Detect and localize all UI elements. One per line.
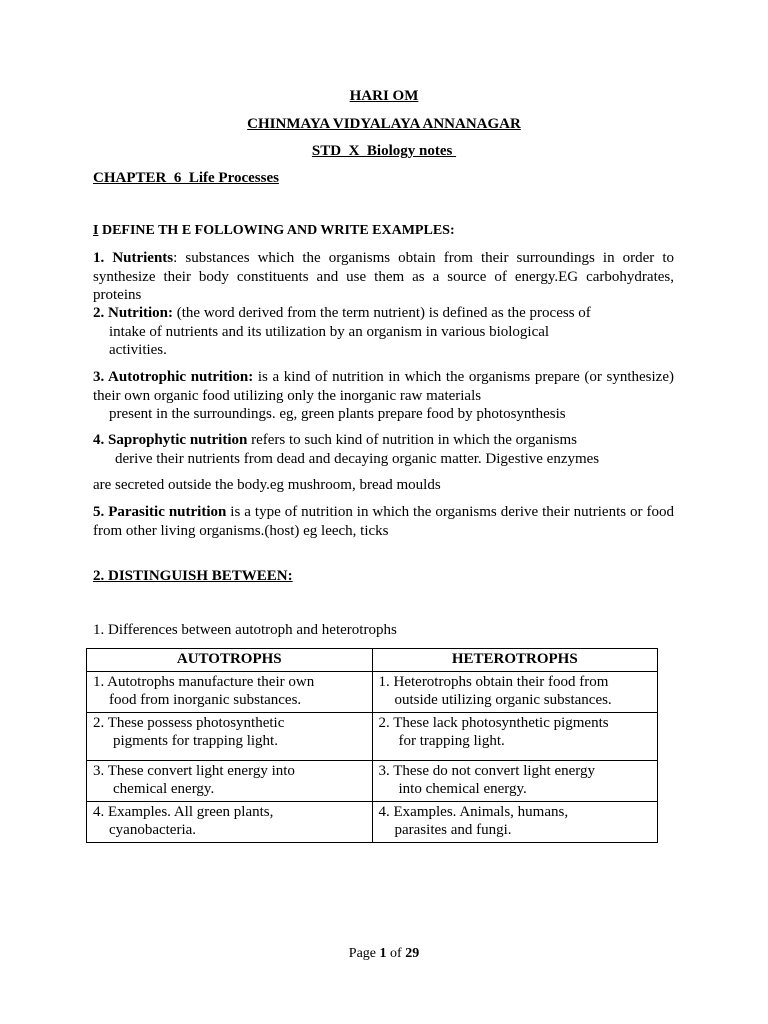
header-heterotrophs: HETEROTROPHS <box>372 649 658 672</box>
def-autotrophic-2: present in the surroundings. eg, green plants prepare food by photosynthesis <box>109 406 566 422</box>
cell-line: for trapping light. <box>398 733 505 749</box>
page-prefix: Page <box>348 946 380 961</box>
definition-nutrients <box>93 249 674 305</box>
table-cell <box>87 802 373 843</box>
table-caption: 1. Differences between autotroph and heterotrophs <box>93 622 397 638</box>
table-cell <box>87 761 373 802</box>
chapter-title <box>93 170 279 187</box>
table-row <box>87 672 658 713</box>
term-nutrients: 1. Nutrients <box>93 250 174 266</box>
cell-line: 2. These possess photosynthetic <box>93 715 285 731</box>
cell-line: 1. Autotrophs manufacture their own <box>93 674 315 690</box>
chapter-title-text: CHAPTER 6 Life Processes <box>93 170 279 186</box>
def-nutrition-1: (the word derived from the term nutrient) is defined as the process of <box>173 305 591 321</box>
class-title <box>0 143 768 160</box>
cell-line: food from inorganic substances. <box>109 692 302 708</box>
term-nutrition: 2. Nutrition: <box>93 305 173 321</box>
table-cell <box>87 672 373 713</box>
def-nutrition-2: intake of nutrients and its utilization by an organism in various biological <box>109 323 550 340</box>
section1-heading <box>93 223 455 239</box>
cell-line: cyanobacteria. <box>109 822 197 838</box>
cell-line: 1. Heterotrophs obtain their food from <box>378 674 609 690</box>
cell-line: pigments for trapping light. <box>113 733 278 749</box>
table-cell <box>372 802 658 843</box>
cell-line: 3. These convert light energy into <box>93 763 295 779</box>
cell-line: outside utilizing organic substances. <box>394 692 612 708</box>
definition-autotrophic <box>93 368 674 424</box>
def-nutrients: : substances which the organisms obtain from their surroundings in order to synthesize their body constituents and use them as a source of energy.EG carbohydrates, proteins <box>93 250 675 303</box>
cell-line: 2. These lack photosynthetic pigments <box>378 715 609 731</box>
class-title-text: STD X Biology notes <box>311 143 457 159</box>
section1-numeral: I <box>93 223 99 238</box>
table-cell <box>87 713 373 761</box>
def-parasitic: is a type of nutrition in which the organisms derive their nutrients or food from other living organisms.(host) eg leech, ticks <box>93 504 675 539</box>
table-cell <box>372 761 658 802</box>
section2-heading: 2. DISTINGUISH BETWEEN: <box>93 568 293 584</box>
cell-line: 4. Examples. All green plants, <box>93 804 274 820</box>
cell-line: chemical energy. <box>113 781 215 797</box>
section1-heading-text: DEFINE TH E FOLLOWING AND WRITE EXAMPLES: <box>98 223 455 238</box>
page-of: of <box>386 946 406 961</box>
header-autotrophs: AUTOTROPHS <box>87 649 373 672</box>
def-saprophytic-3: are secreted outside the body.eg mushroom, bread moulds <box>93 477 441 493</box>
def-saprophytic-1: refers to such kind of nutrition in which the organisms <box>247 432 578 448</box>
def-saprophytic-3-line <box>93 476 674 495</box>
cell-line: 4. Examples. Animals, humans, <box>378 804 569 820</box>
table-header-row <box>87 649 658 672</box>
def-nutrition-3: activities. <box>109 342 167 358</box>
doc-title-hari-om: HARI OM <box>349 88 419 104</box>
cell-line: parasites and fungi. <box>394 822 512 838</box>
page-footer <box>0 946 768 962</box>
term-parasitic: 5. Parasitic nutrition <box>93 504 227 520</box>
definition-parasitic <box>93 503 674 540</box>
table-cell <box>372 713 658 761</box>
cell-line: 3. These do not convert light energy <box>378 763 595 779</box>
def-saprophytic-2: derive their nutrients from dead and decaying organic matter. Digestive enzymes <box>115 450 600 467</box>
comparison-table <box>86 648 658 843</box>
term-saprophytic: 4. Saprophytic nutrition <box>93 432 248 448</box>
table-cell <box>372 672 658 713</box>
definition-saprophytic <box>93 431 674 468</box>
page-total: 29 <box>405 946 420 961</box>
definition-nutrition <box>93 304 674 360</box>
cell-line: into chemical energy. <box>398 781 527 797</box>
school-name: CHINMAYA VIDYALAYA ANNANAGAR <box>247 116 521 132</box>
def-autotrophic-1: is a kind of nutrition in which the organisms prepare (or synthesize) their own organic food utilizing only the inorganic raw materials <box>93 369 674 404</box>
table-row <box>87 802 658 843</box>
table-row <box>87 761 658 802</box>
page-number: 1 <box>379 946 387 961</box>
table-row <box>87 713 658 761</box>
term-autotrophic: 3. Autotrophic nutrition: <box>93 369 254 385</box>
